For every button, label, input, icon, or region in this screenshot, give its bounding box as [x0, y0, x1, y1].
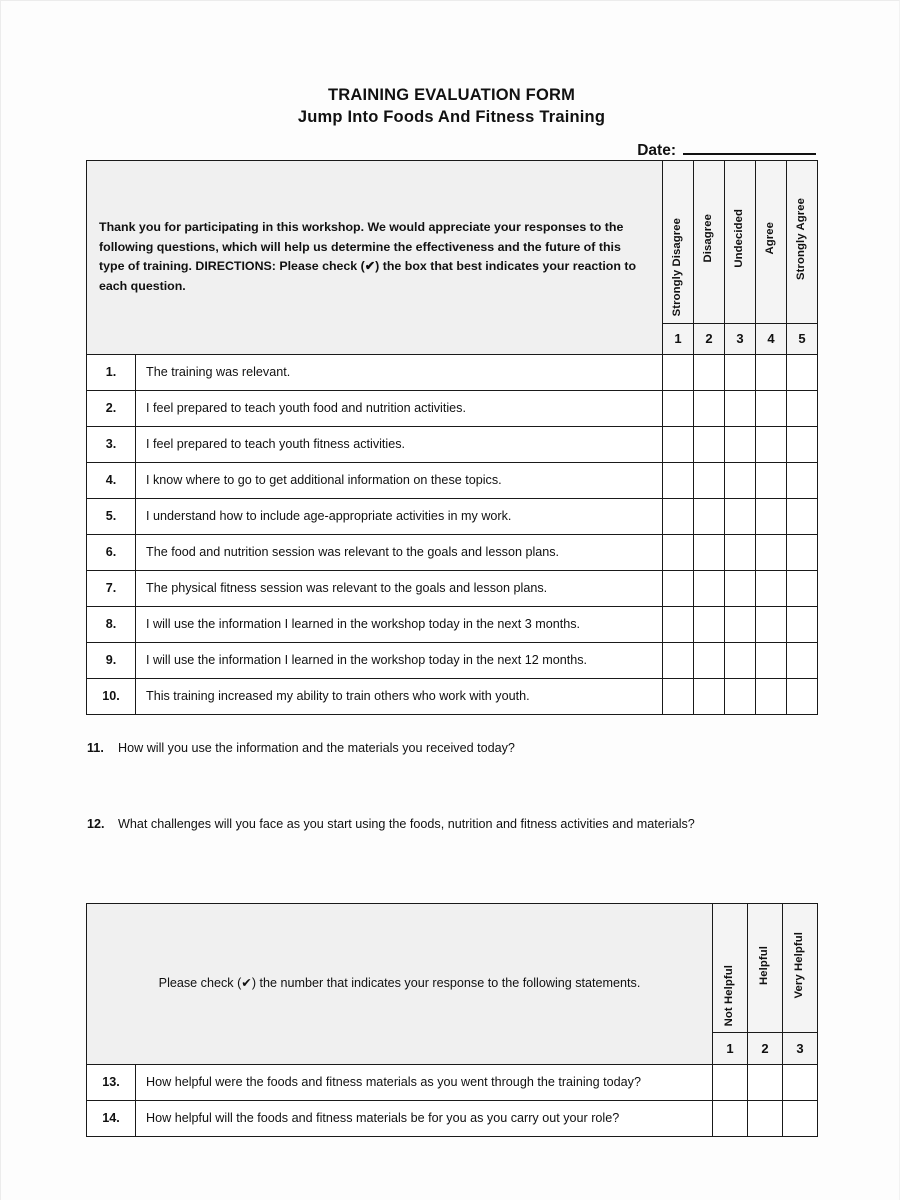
date-row — [86, 138, 817, 160]
scale-header-strongly-agree — [787, 160, 818, 323]
checkbox-cell-1[interactable] — [663, 498, 694, 534]
checkbox-cell-1[interactable] — [663, 462, 694, 498]
question-number: 6. — [87, 534, 136, 570]
checkbox-cell-2[interactable] — [694, 570, 725, 606]
section2-instructions: Please check (✔) the number that indicates your response to the following statements. — [87, 903, 713, 1064]
checkbox-cell-3[interactable] — [725, 678, 756, 714]
checkbox-cell-2[interactable] — [694, 534, 725, 570]
checkbox-cell-4[interactable] — [756, 642, 787, 678]
scale-header-undecided — [725, 160, 756, 323]
scale-header-not-helpful — [713, 903, 748, 1033]
table-row — [87, 1064, 818, 1100]
table-row — [87, 390, 818, 426]
checkbox-cell-5[interactable] — [787, 498, 818, 534]
checkbox-cell-3[interactable] — [725, 534, 756, 570]
checkbox-cell-5[interactable] — [787, 678, 818, 714]
question-text: This training increased my ability to train others who work with youth. — [136, 678, 663, 714]
checkbox-cell-2[interactable] — [694, 678, 725, 714]
question-text: I know where to go to get additional information on these topics. — [136, 462, 663, 498]
scale-number-2: 2 — [694, 323, 725, 354]
checkbox-cell-3[interactable] — [725, 390, 756, 426]
scale-label-text: Disagree — [702, 214, 715, 263]
table2-header-row — [87, 903, 818, 1033]
helpfulness-rating-table — [86, 903, 818, 1137]
scale-label-text: Not Helpful — [723, 965, 736, 1027]
checkbox-cell-2[interactable] — [694, 354, 725, 390]
scale-number-3: 3 — [783, 1033, 818, 1065]
question-number: 7. — [87, 570, 136, 606]
open-question-12 — [86, 817, 817, 831]
checkbox-cell-2[interactable] — [694, 606, 725, 642]
checkbox-cell-1[interactable] — [713, 1064, 748, 1100]
question-text: What challenges will you face as you start using the foods, nutrition and fitness activities and materials? — [118, 816, 695, 831]
question-text: The physical fitness session was relevant to the goals and lesson plans. — [136, 570, 663, 606]
checkbox-cell-3[interactable] — [725, 462, 756, 498]
question-number: 9. — [87, 642, 136, 678]
scale-number-3: 3 — [725, 323, 756, 354]
question-number: 13. — [87, 1064, 136, 1100]
checkbox-cell-5[interactable] — [787, 606, 818, 642]
checkbox-cell-1[interactable] — [713, 1100, 748, 1136]
question-text: The training was relevant. — [136, 354, 663, 390]
question-text: I will use the information I learned in the workshop today in the next 12 months. — [136, 642, 663, 678]
page-subtitle: Jump Into Foods And Fitness Training — [297, 107, 606, 126]
checkbox-cell-5[interactable] — [787, 534, 818, 570]
checkbox-cell-1[interactable] — [663, 642, 694, 678]
scale-number-1: 1 — [663, 323, 694, 354]
scale-number-4: 4 — [756, 323, 787, 354]
question-text: The food and nutrition session was relevant to the goals and lesson plans. — [136, 534, 663, 570]
checkbox-cell-5[interactable] — [787, 426, 818, 462]
table-row — [87, 462, 818, 498]
scale-number-5: 5 — [787, 323, 818, 354]
checkbox-cell-4[interactable] — [756, 606, 787, 642]
scale-label-text: Strongly Agree — [795, 197, 808, 280]
question-text: I feel prepared to teach youth fitness activities. — [136, 426, 663, 462]
checkbox-cell-1[interactable] — [663, 606, 694, 642]
table-row — [87, 534, 818, 570]
checkbox-cell-1[interactable] — [663, 678, 694, 714]
table-row — [87, 426, 818, 462]
scale-label-text: Helpful — [758, 945, 771, 985]
open-question-11 — [86, 741, 817, 755]
checkbox-cell-1[interactable] — [663, 426, 694, 462]
checkbox-cell-4[interactable] — [756, 426, 787, 462]
checkbox-cell-5[interactable] — [787, 462, 818, 498]
checkbox-cell-2[interactable] — [694, 642, 725, 678]
checkbox-cell-3[interactable] — [725, 570, 756, 606]
table-row — [87, 498, 818, 534]
checkbox-cell-5[interactable] — [787, 390, 818, 426]
scale-header-strongly-disagree — [663, 160, 694, 323]
checkbox-cell-1[interactable] — [663, 534, 694, 570]
question-text: How helpful were the foods and fitness materials as you went through the training today? — [136, 1064, 713, 1100]
scale-number-2: 2 — [748, 1033, 783, 1065]
question-number: 5. — [87, 498, 136, 534]
scale-label-text: Very Helpful — [793, 931, 806, 999]
table-row — [87, 570, 818, 606]
table-row — [87, 354, 818, 390]
table1-header-row — [87, 160, 818, 323]
date-input-blank[interactable] — [683, 138, 816, 155]
checkbox-cell-3[interactable] — [725, 606, 756, 642]
question-text: How helpful will the foods and fitness materials be for you as you carry out your role? — [136, 1100, 713, 1136]
scale-header-very-helpful — [783, 903, 818, 1033]
checkbox-cell-4[interactable] — [756, 390, 787, 426]
section1-instructions: Thank you for participating in this workshop. We would appreciate your responses to the following questions, which will help us determine the effectiveness and the future of this type of training. DIRECTIONS: Please check (✔) the box that best indicates your reaction to each question. — [87, 160, 663, 354]
checkbox-cell-5[interactable] — [787, 354, 818, 390]
scale-header-agree — [756, 160, 787, 323]
scale-header-helpful — [748, 903, 783, 1033]
checkbox-cell-1[interactable] — [663, 354, 694, 390]
scale-label-text: Agree — [764, 222, 777, 255]
checkbox-cell-3[interactable] — [783, 1100, 818, 1136]
form-sheet — [86, 1, 817, 1137]
table-row — [87, 606, 818, 642]
checkbox-cell-1[interactable] — [663, 390, 694, 426]
question-text: How will you use the information and the materials you received today? — [118, 740, 515, 755]
checkbox-cell-4[interactable] — [756, 570, 787, 606]
question-number: 8. — [87, 606, 136, 642]
checkbox-cell-1[interactable] — [663, 570, 694, 606]
checkbox-cell-5[interactable] — [787, 570, 818, 606]
checkbox-cell-3[interactable] — [783, 1064, 818, 1100]
table-row — [87, 1100, 818, 1136]
scale-label-text: Undecided — [733, 209, 746, 269]
document-header — [86, 1, 817, 129]
scale-number-1: 1 — [713, 1033, 748, 1065]
agreement-rating-table — [86, 160, 818, 715]
checkbox-cell-3[interactable] — [725, 498, 756, 534]
question-text: I will use the information I learned in the workshop today in the next 3 months. — [136, 606, 663, 642]
checkbox-cell-4[interactable] — [756, 498, 787, 534]
question-number: 1. — [87, 354, 136, 390]
question-number: 11. — [87, 740, 104, 755]
question-number: 2. — [87, 390, 136, 426]
question-number: 4. — [87, 462, 136, 498]
scale-label-text: Strongly Disagree — [671, 218, 684, 317]
checkbox-cell-4[interactable] — [756, 462, 787, 498]
page-title: TRAINING EVALUATION FORM — [327, 86, 576, 104]
question-number: 10. — [87, 678, 136, 714]
checkbox-cell-2[interactable] — [748, 1100, 783, 1136]
checkbox-cell-2[interactable] — [694, 390, 725, 426]
checkbox-cell-4[interactable] — [756, 534, 787, 570]
helpfulness-section — [86, 903, 817, 1137]
question-number: 12. — [87, 816, 105, 831]
checkbox-cell-5[interactable] — [787, 642, 818, 678]
checkbox-cell-4[interactable] — [756, 354, 787, 390]
checkbox-cell-3[interactable] — [725, 642, 756, 678]
table-row — [87, 642, 818, 678]
question-text: I feel prepared to teach youth food and nutrition activities. — [136, 390, 663, 426]
checkbox-cell-2[interactable] — [694, 462, 725, 498]
checkbox-cell-4[interactable] — [756, 678, 787, 714]
checkbox-cell-2[interactable] — [694, 426, 725, 462]
scale-header-disagree — [694, 160, 725, 323]
question-text: I understand how to include age-appropriate activities in my work. — [136, 498, 663, 534]
checkbox-cell-3[interactable] — [725, 354, 756, 390]
question-number: 3. — [87, 426, 136, 462]
checkbox-cell-3[interactable] — [725, 426, 756, 462]
checkbox-cell-2[interactable] — [748, 1064, 783, 1100]
date-label: Date: — [637, 141, 676, 159]
table-row — [87, 678, 818, 714]
question-number: 14. — [87, 1100, 136, 1136]
checkbox-cell-2[interactable] — [694, 498, 725, 534]
